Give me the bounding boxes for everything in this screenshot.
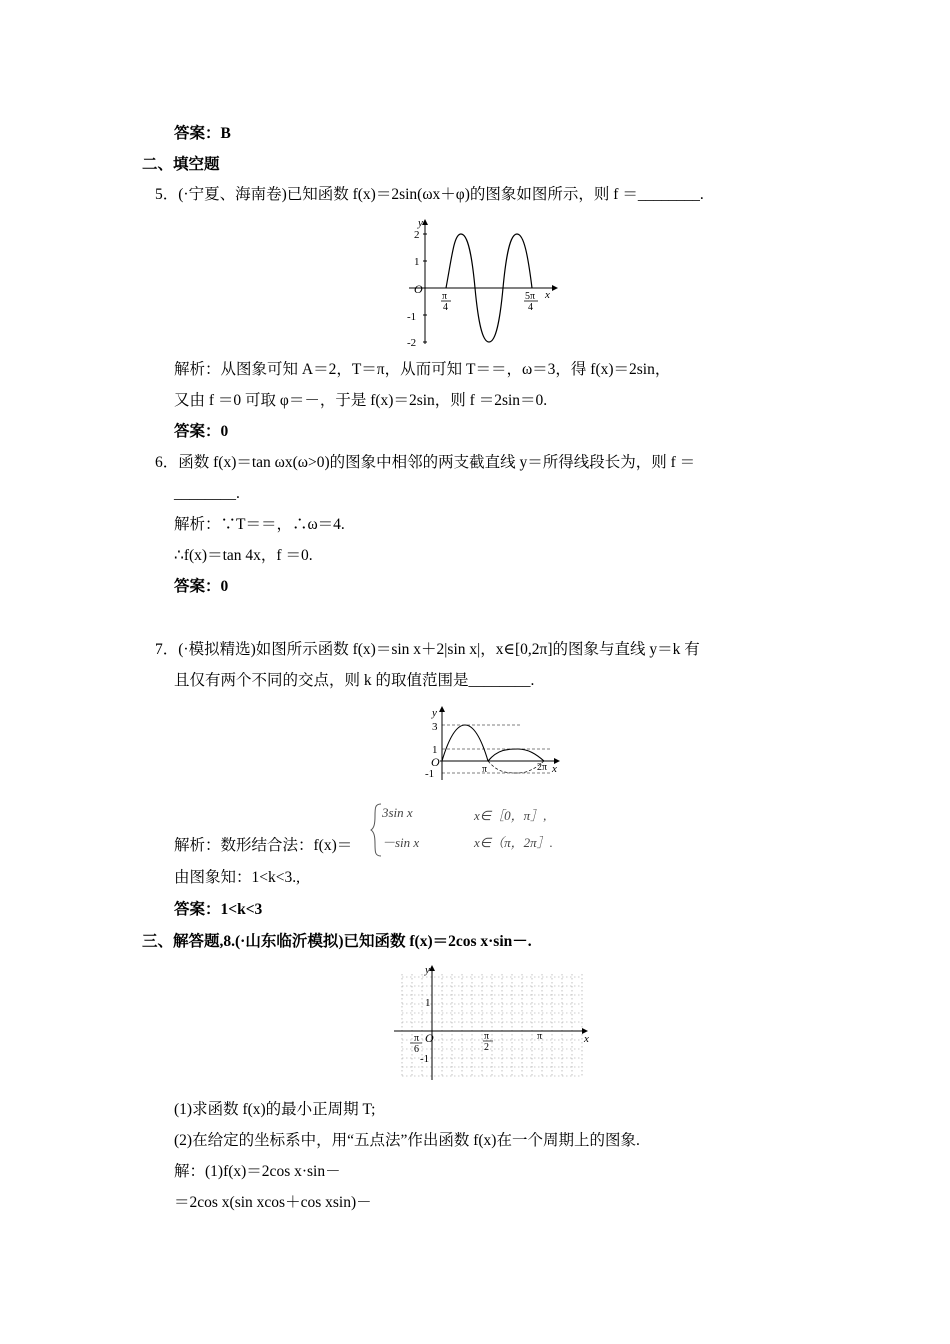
fig7-xtick-pi: π [482,764,488,775]
figure-q8-grid [392,962,592,1082]
fig8-xtick-c: π [537,1031,543,1042]
fig5-xtick-right-den: 4 [528,302,533,313]
section-answer-q8: 三、解答题,8.(·山东临沂模拟)已知函数 f(x)＝2cos x·sin－. [142,933,532,950]
q7-solution-1: 解析：数形结合法：f(x)＝ [174,837,353,854]
fig7-curve-right [488,749,544,761]
q6-solution-2: ∴f(x)＝tan 4x，f ＝0. [174,547,313,564]
fig5-xtick-left-num: π [442,291,448,302]
fig5-tick-neg2: -2 [407,337,417,348]
q5-solution-2: 又由 f ＝0 可取 φ＝－，于是 f(x)＝2sin，则 f ＝2sin＝0. [174,392,548,409]
fig7-origin: O [431,755,440,769]
q8-solution-1: 解：(1)f(x)＝2cos x·sin－ [174,1163,341,1180]
piece-2-domain: x∈（π，2π］. [474,835,553,850]
fig5-x-label: x [545,289,550,301]
fig7-x-label: x [552,763,557,775]
figure-q5-sine-graph [404,216,564,348]
q5-answer: 答案：0 [174,423,229,440]
fig8-tick-neg1: -1 [420,1053,430,1065]
fig7-y-label: y [432,707,437,719]
q6-answer: 答案：0 [174,578,229,595]
question-7-line-1: 7．(·模拟精选)如图所示函数 f(x)＝sin x＋2|sin x|，x∈[0,2π]的图象与直线 y＝k 有 [155,641,700,658]
fig8-xtick-a-den: 6 [414,1044,419,1055]
q8-part-2: (2)在给定的坐标系中，用“五点法”作出函数 f(x)在一个周期上的图象. [174,1132,640,1149]
question-7-line-2: 且仅有两个不同的交点，则 k 的取值范围是________. [174,672,535,689]
piecewise-function [370,800,590,860]
fig8-xtick-b-den: 2 [484,1042,489,1053]
fig7-xtick-2pi: 2π [537,762,548,773]
question-6-line-2: ________. [174,485,240,502]
section-fill-in: 二、填空题 [142,156,220,173]
fig5-tick-1: 1 [414,256,420,268]
fig8-y-label: y [425,964,430,976]
fig8-xtick-a-num: π [414,1033,420,1044]
fig7-tick-3: 3 [432,721,438,733]
fig5-tick-2: 2 [414,229,420,241]
fig8-tick-1: 1 [425,997,431,1009]
question-6-line-1: 6．函数 f(x)＝tan ωx(ω>0)的图象中相邻的两支截直线 y＝所得线段长为，则 f ＝ [155,454,696,471]
fig8-x-label: x [584,1033,589,1045]
q6-solution-1: 解析：∵T＝＝，∴ω＝4. [174,516,345,533]
fig7-curve-dashed [488,761,544,773]
fig5-xtick-left-den: 4 [443,302,448,313]
answer-q4: 答案：B [174,125,231,142]
q7-solution-2: 由图象知：1<k<3., [174,869,300,886]
piece-2-expr: －sin x [382,835,420,850]
question-5: 5．(·宁夏、海南卷)已知函数 f(x)＝2sin(ωx＋φ)的图象如图所示，则 f ＝________. [155,186,704,203]
fig8-xtick-b-num: π [484,1031,490,1042]
fig8-origin: O [425,1031,434,1045]
q8-part-1: (1)求函数 f(x)的最小正周期 T; [174,1101,376,1118]
fig5-origin: O [414,282,423,296]
piece-1-expr: 3sin x [382,805,413,820]
q8-solution-2: ＝2cos x(sin xcos＋cos xsin)－ [174,1194,372,1211]
q7-answer: 答案：1<k<3 [174,901,263,918]
piece-1-domain: x∈［0，π］, [474,808,547,823]
q5-solution-1: 解析：从图象可知 A＝2，T＝π，从而可知 T＝＝，ω＝3，得 f(x)＝2sin， [174,361,671,378]
fig7-curve-left [442,725,488,761]
figure-q7-graph [420,704,565,784]
fig5-xtick-right-num: 5π [525,291,536,302]
fig5-y-label: y [418,217,423,229]
fig7-tick-1: 1 [432,744,438,756]
fig7-tick-neg1: -1 [425,768,435,780]
fig5-tick-neg1: -1 [407,311,417,323]
